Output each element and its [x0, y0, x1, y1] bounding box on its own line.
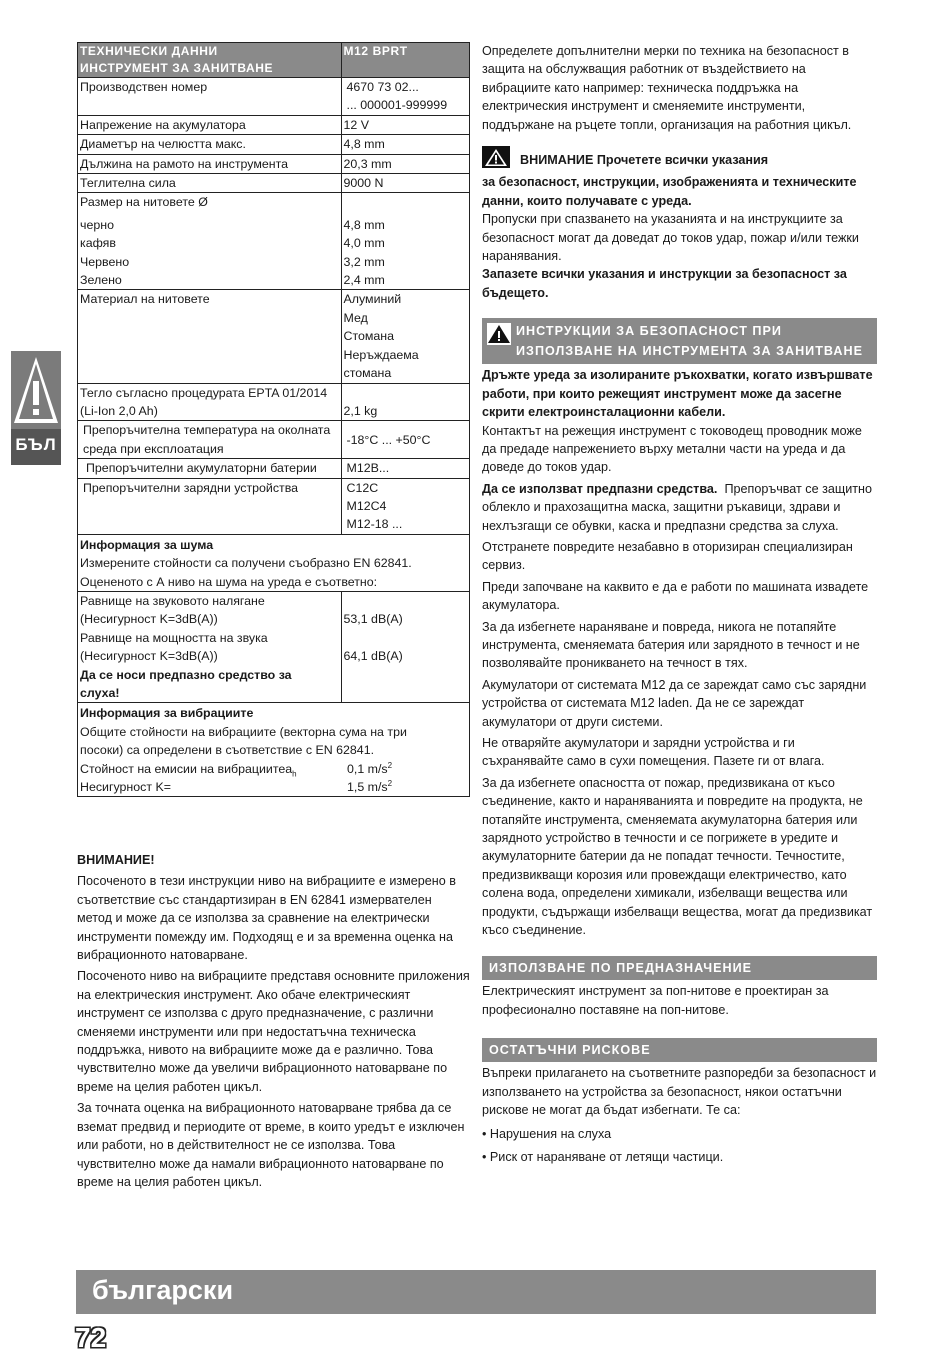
rivet-size-values: 4,8 mm 4,0 mm 3,2 mm 2,4 mm — [341, 193, 470, 290]
table-row-batteries — [78, 459, 470, 478]
paragraph: Дръжте уреда за изолираните ръкохватки, когато извършвате работи, при които режещият инструмент може да засегне скрити електроинсталационни кабели. — [482, 368, 873, 420]
paragraph: Да се използват предпазни средства. Препоръчват се защитно облекло и прахозащитна маска, защитни ръкавици, здрави и нехлъзгащи се обувки, каска и предпазни средства за слуха. — [482, 481, 873, 533]
spec-label: Производствен номер — [78, 78, 342, 116]
safety-instructions-header: ИНСТРУКЦИИ ЗА БЕЗОПАСНОСТ ПРИ ИЗПОЛЗВАНЕ НА ИНСТРУМЕНТА ЗА ЗАНИТВАНЕ — [482, 318, 877, 364]
table-row — [78, 135, 470, 154]
rivet-size-labels: Размер на нитовете Ø черно кафяв Червено Зелено — [78, 193, 342, 290]
spec-label: Диаметър на челюстта макс. — [78, 135, 342, 154]
table-row — [78, 115, 470, 134]
paragraph: Определете допълнителни мерки по техника на безопасност в защита на обслужващия работник от въздействието на вибрациите като например: техническа поддръжка на електрическия инструмент и сменяемите инструменти, поддържане на ръцете топли, организация на работния цикъл. — [482, 44, 852, 132]
paragraph: Акумулатори от системата M12 да се зареждат само със зарядни устройства от системата M12 laden. Да не се зареждат акумулатори от други системи. — [482, 677, 867, 729]
page-number: 72 — [75, 1322, 107, 1353]
spec-value: 2,1 kg — [341, 383, 470, 421]
table-row — [78, 78, 470, 116]
spec-label: Равнище на звуковото налягане (Несигурност K=3dB(A)) — [78, 591, 342, 628]
spec-label: Теглителна сила — [78, 174, 342, 193]
paragraph: Отстранете повредите незабавно в оторизиран специализиран сервиз. — [482, 539, 853, 573]
rivet-material-values: Алуминий Мед Стомана Неръждаема стомана — [341, 290, 470, 383]
charger-values: C12C M12C4 M12-18 ... — [341, 478, 470, 534]
vibration-title: Информация за вибрациите — [80, 706, 254, 721]
spec-value: 53,1 dB(A) — [341, 591, 470, 628]
paragraph: Преди започване на каквито е да е работи по машината извадете акумулатора. — [482, 579, 869, 613]
spec-value: 4670 73 02... ... 000001-999999 — [341, 78, 470, 116]
spec-label: Равнище на мощността на звука (Несигурност K=3dB(A)) — [78, 629, 342, 666]
table-row — [78, 154, 470, 173]
table-row-chargers — [78, 478, 470, 534]
noise-section: Информация за шума Измерените стойности са получени съобразно EN 62841. Оцененото с А ниво на шума на уреда е съответно: — [78, 534, 470, 591]
spec-value: 12 V — [341, 115, 470, 134]
warning-icon — [11, 351, 61, 429]
warning-icon — [482, 146, 510, 173]
spec-label: Препоръчителни акумулаторни батерии — [78, 459, 342, 478]
warning-icon — [487, 323, 511, 351]
table-row-rivet-sizes — [78, 193, 470, 290]
table-row — [78, 174, 470, 193]
paragraph: За да избегнете опасността от пожар, предизвикана от късо съединение, както и нараняванията и повредите на продукта, не потапяйте инструмента, сменяемата акумулаторна батерия или зарядното устройство в течности и се погрижете в уредите и акумулаторните батерии да не попадат течности. Течностите, предизвикващи корозия или провеждащи електричество, като солена вода, определени химикали, избелващи вещества или продукти, съдържащи избелващи вещества, могат да предизвикат късо съединение. — [482, 775, 873, 938]
table-header-model: M12 BPRT — [341, 43, 470, 78]
list-item: • Риск от нараняване от летящи частици. — [482, 1149, 724, 1164]
spec-value: M12B... — [341, 459, 470, 478]
spec-label: Препоръчителни зарядни устройства — [78, 478, 342, 534]
table-row-temperature — [78, 421, 470, 459]
language-code: БЪЛ — [15, 435, 57, 454]
spec-label: Напрежение на акумулатора — [78, 115, 342, 134]
paragraph: За точната оценка на вибрационното натоварване трябва да се вземат предвид и периодите от време, в които уредът е изключен или работи, но в действителност не се използва. Това чувствително може да намали вибрационното натоварване по време на целия работен цикъл. — [77, 1101, 465, 1189]
vibration-warning-text — [77, 851, 470, 1194]
warning-heading: ВНИМАНИЕ! — [77, 853, 155, 867]
table-row-sound-power — [78, 629, 470, 666]
vibration-section: Информация за вибрациите Общите стойности на вибрациите (векторна сума на три посоки) са определени в съответствие с EN 62841. — [78, 703, 470, 760]
language-side-tab — [11, 351, 61, 465]
spec-value: 20,3 mm — [341, 154, 470, 173]
paragraph: Въпреки прилагането на съответните разпоредби за безопасност и използването на устройства за безопасност, някои остатъчни рискове не могат да бъдат избегнати. Те са: — [482, 1066, 877, 1118]
list-item: • Нарушения на слуха — [482, 1126, 612, 1141]
table-row-vibration-values — [78, 760, 470, 797]
table-row-weight — [78, 383, 470, 421]
table-row-hearing-protection — [78, 666, 470, 703]
hearing-protection-note: Да се носи предпазно средство за слуха! — [78, 666, 342, 703]
table-row-sound-pressure — [78, 591, 470, 628]
intended-use-header: ИЗПОЛЗВАНЕ ПО ПРЕДНАЗНАЧЕНИЕ — [482, 956, 877, 980]
spec-label: Тегло съгласно процедурата EPTA 01/2014 (Li-Ion 2,0 Ah) — [78, 383, 342, 421]
footer-language: български — [92, 1275, 234, 1305]
spec-label: Материал на нитовете — [78, 290, 342, 383]
attention-heading: ВНИМАНИЕ Прочетете всички указания — [482, 146, 877, 173]
spec-value: 4,8 mm — [341, 135, 470, 154]
technical-data-table — [77, 42, 470, 797]
paragraph: Посоченото ниво на вибрациите представя основните приложения на електрическия инструмент. Ако обаче електрическият инструмент се използва с друго предназначение, с различни сменяеми инструменти или при недостатъчна техническа поддръжка, нивото на вибрациите може да е различно. Това чувствително може да увеличи вибрационното натоварване по време на целия работен цикъл. — [77, 969, 470, 1094]
spec-value: 64,1 dB(A) — [341, 629, 470, 666]
safety-column: Определете допълнителни мерки по техника на безопасност в защита на обслужващия работник от въздействието на вибрациите като например: техническа поддръжка на електрическия инструмент и сменяемите инструменти, поддържане на ръцете топли, организация на работния цикъл. ВНИМАНИЕ Прочетете всички указания за безопасност, инструкции, изображенията и техническите данни, които получавате с уреда. Пропуски при спазването на указанията и на инструкциите за безопасност могат да доведат до токов удар, пожар и/или тежки наранявания. Запазете всички указания и инструкции за безопасност за бъдещето. ИНСТРУКЦИИ ЗА БЕЗОПАСНОСТ ПРИ ИЗПОЛЗВАНЕ НА ИНСТРУМЕНТА ЗА ЗАНИТВАНЕ Дръжте уреда за изолираните ръкохватки, когато извършвате работи, при които режещият инструмент може да засегне скрити електроинсталационни кабели. Контактът на режещия инструмент с тоководещ проводник може да предаде напрежението върху метални части на уреда и да доведе до токов удар. Да се използват предпазни средства. Препоръчват се защитно облекло и прахозащитна маска, защитни ръкавици, здрави и нехлъзгащи се обувки, каска и предпазни средства за слуха. Отстранете повредите незабавно в оторизиран специализиран сервиз. Преди започване на каквито е да е работи по машината извадете акумулатора. За да избегнете нараняване и повреда, никога не потапяйте инструмента, сменяемата батерия или зарядното в течност и не позволявайте проникването на течност в тях. Акумулатори от системата M12 да се зареждат само със зарядни устройства от системата M12 laden. Да не се зареждат акумулатори от други системи. Не отваряйте акумулатори и зарядни устройства и ги съхранявайте само в сухи помещения. Пазете ги от влага. За да избегнете опасността от пожар, предизвикана от късо съединение, както и нараняванията и повредите на продукта, не потапяйте инструмента, сменяемата акумулаторна батерия или зарядното устройство в течности и се погрижете в уредите и акумулаторните батерии да не попадат течности. Течностите, предизвикващи корозия или провеждащи електричество, като солена вода, определени химикали, избелващи вещества или продукти, съдържащи избелващи вещества, могат да предизвикат късо съединение. ИЗПОЛЗВАНЕ ПО ПРЕДНАЗНАЧЕНИЕ Електрическият инструмент за поп-нитове е проектиран за професионално поставяне на поп-нитове. ОСТАТЪЧНИ РИСКОВЕ Въпреки прилагането на съответните разпоредби за безопасност и използването на устройства за безопасност, някои остатъчни рискове не могат да бъдат избегнати. Те са: • Нарушения на слуха • Риск от нараняване от летящи частици. — [482, 42, 877, 1169]
table-row-rivet-material — [78, 290, 470, 383]
language-footer-bar — [76, 1270, 876, 1314]
noise-title: Информация за шума — [80, 537, 214, 552]
spec-label: Препоръчителна температура на околната среда при експлоатация — [78, 421, 342, 459]
spec-value: 9000 N — [341, 174, 470, 193]
paragraph: Електрическият инструмент за поп-нитове е проектиран за професионално поставяне на поп-нитове. — [482, 984, 829, 1017]
paragraph: Контактът на режещия инструмент с тоководещ проводник може да предаде напрежението върху метални части на уреда и да доведе до токов удар. — [482, 423, 862, 475]
paragraph: Не отваряйте акумулатори и зарядни устройства и ги съхранявайте само в сухи помещения. Пазете ги от влага. — [482, 736, 825, 769]
spec-label: Стойност на емисии на вибрациитеa$_h$ Несигурност K= — [78, 760, 342, 797]
table-header-title: ТЕХНИЧЕСКИ ДАННИ ИНСТРУМЕНТ ЗА ЗАНИТВАНЕ — [78, 43, 342, 78]
spec-value: 0,1 $m/s^2$ 1,5 $m/s^2$ — [341, 760, 470, 797]
paragraph: За да избегнете нараняване и повреда, никога не потапяйте инструмента, сменяемата батерия или зарядното в течност и не позволявайте проникването на течност в тях. — [482, 619, 860, 671]
spec-value: -18°C ... +50°C — [341, 421, 470, 459]
residual-risks-header: ОСТАТЪЧНИ РИСКОВЕ — [482, 1038, 877, 1062]
spec-label: Дължина на рамото на инструмента — [78, 154, 342, 173]
table-header-row — [78, 43, 470, 78]
paragraph: Посоченото в тези инструкции ниво на вибрациите е измерено в съответствие със стандартизиран в EN 62841 измервателен метод и може да се използва за сравнение на електрически инструменти помежду им. Подходящ е и за временна оценка на вибрационното натоварване. — [77, 874, 456, 963]
